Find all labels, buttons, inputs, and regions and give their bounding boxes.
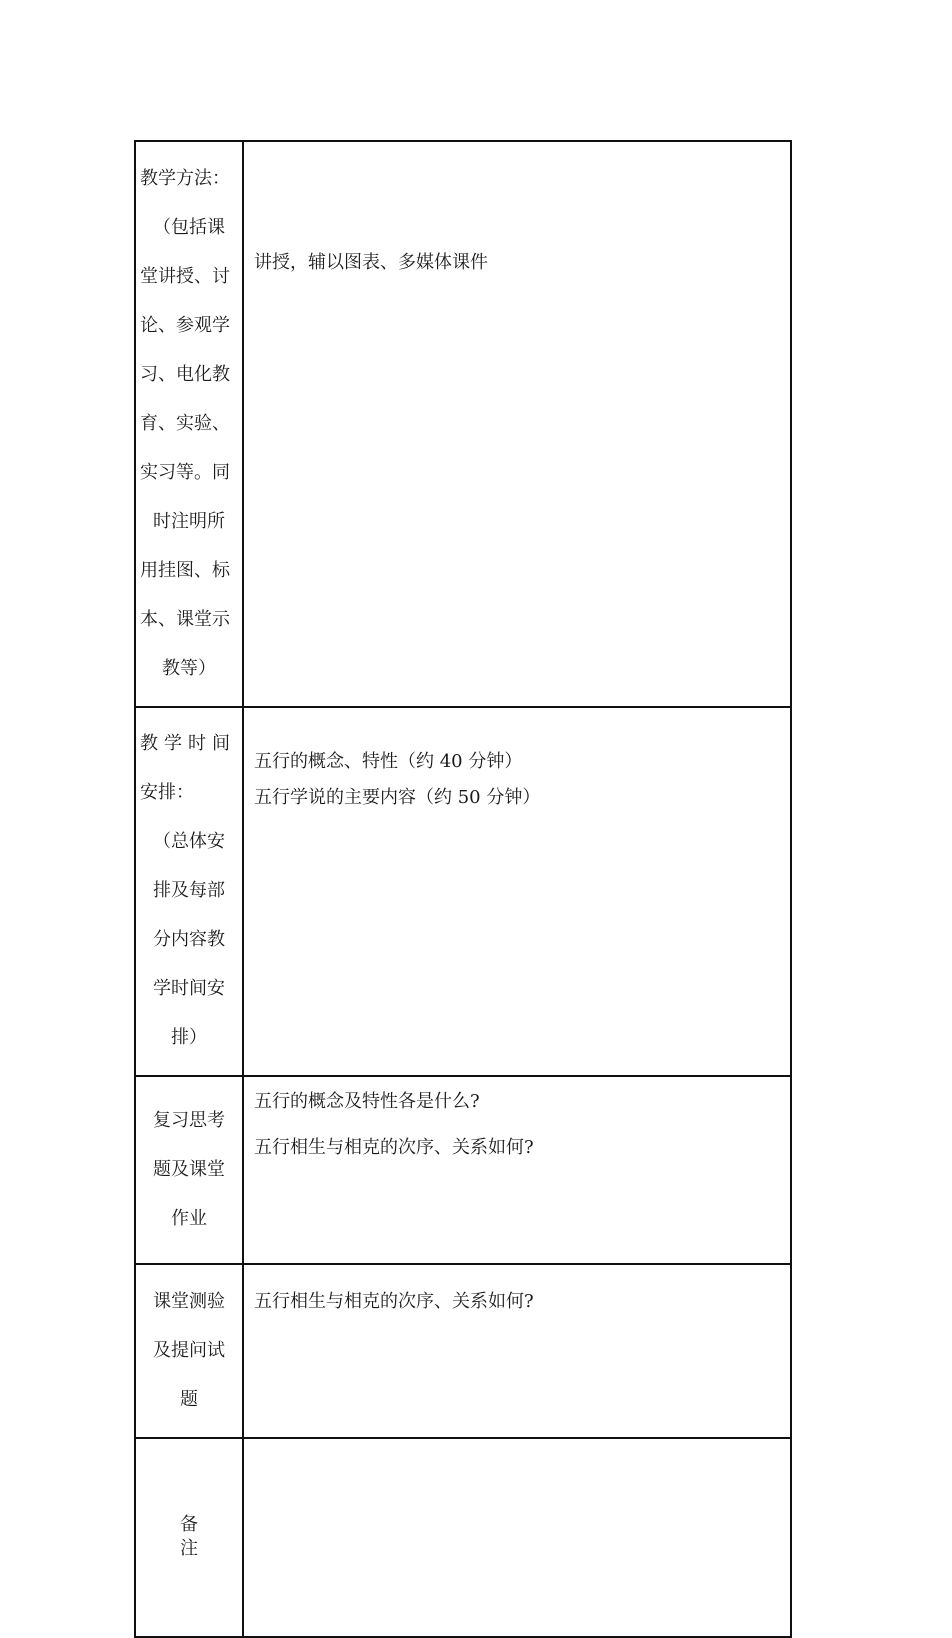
label-line: 及提问试 [153,1339,225,1361]
content-paragraph: 五行学说的主要内容（约 50 分钟） [254,786,541,808]
label-line: 实习等。同 [140,461,230,483]
label-line: 学时间安 [153,978,225,999]
label-class-quiz [135,1264,243,1438]
content-class-quiz [243,1264,791,1438]
content-review-questions [243,1076,791,1264]
row-teaching-schedule [135,707,791,1077]
label-line: 育、实验、 [140,412,230,434]
label-line: （包括课 [153,216,225,238]
row-remarks [135,1438,791,1637]
label-line: 课堂测验 [153,1290,225,1312]
content-paragraph: 五行的概念、特性（约 40 分钟） [254,750,523,772]
label-line: 备注 [180,1513,222,1559]
label-line: 排） [171,1027,207,1048]
label-line: 教学时间 [140,733,236,754]
label-line: 复习思考 [153,1109,225,1131]
label-line: （总体安 [153,831,225,852]
row-teaching-methods [135,141,791,707]
label-line: 教等） [162,657,216,679]
label-line: 本、课堂示 [140,608,230,630]
label-review-questions [135,1076,243,1264]
label-line: 论、参观学 [140,314,230,336]
content-paragraph: 五行相生与相克的次序、关系如何? [254,1137,534,1158]
label-line: 堂讲授、讨 [140,265,230,287]
content-paragraph: 五行相生与相克的次序、关系如何? [254,1291,534,1312]
content-teaching-methods [243,141,791,707]
content-paragraph: 讲授，辅以图表、多媒体课件 [254,252,488,273]
label-line: 题 [180,1388,198,1410]
label-line: 时注明所 [153,510,225,532]
label-line: 作业 [171,1207,207,1229]
content-teaching-schedule [243,707,791,1077]
label-line: 安排： [140,782,194,803]
label-teaching-methods [135,141,243,707]
row-review-questions [135,1076,791,1264]
row-class-quiz [135,1264,791,1438]
label-line: 教学方法： [140,167,230,189]
label-line: 用挂图、标 [140,559,230,581]
label-line: 分内容教 [153,929,225,950]
label-line: 习、电化教 [140,363,230,385]
label-remarks [135,1438,243,1637]
content-remarks [243,1438,791,1637]
label-line: 题及课堂 [153,1158,225,1180]
lesson-plan-table [134,140,792,1638]
label-line: 排及每部 [153,880,225,901]
content-paragraph: 五行的概念及特性各是什么? [254,1091,480,1112]
label-teaching-schedule [135,707,243,1077]
